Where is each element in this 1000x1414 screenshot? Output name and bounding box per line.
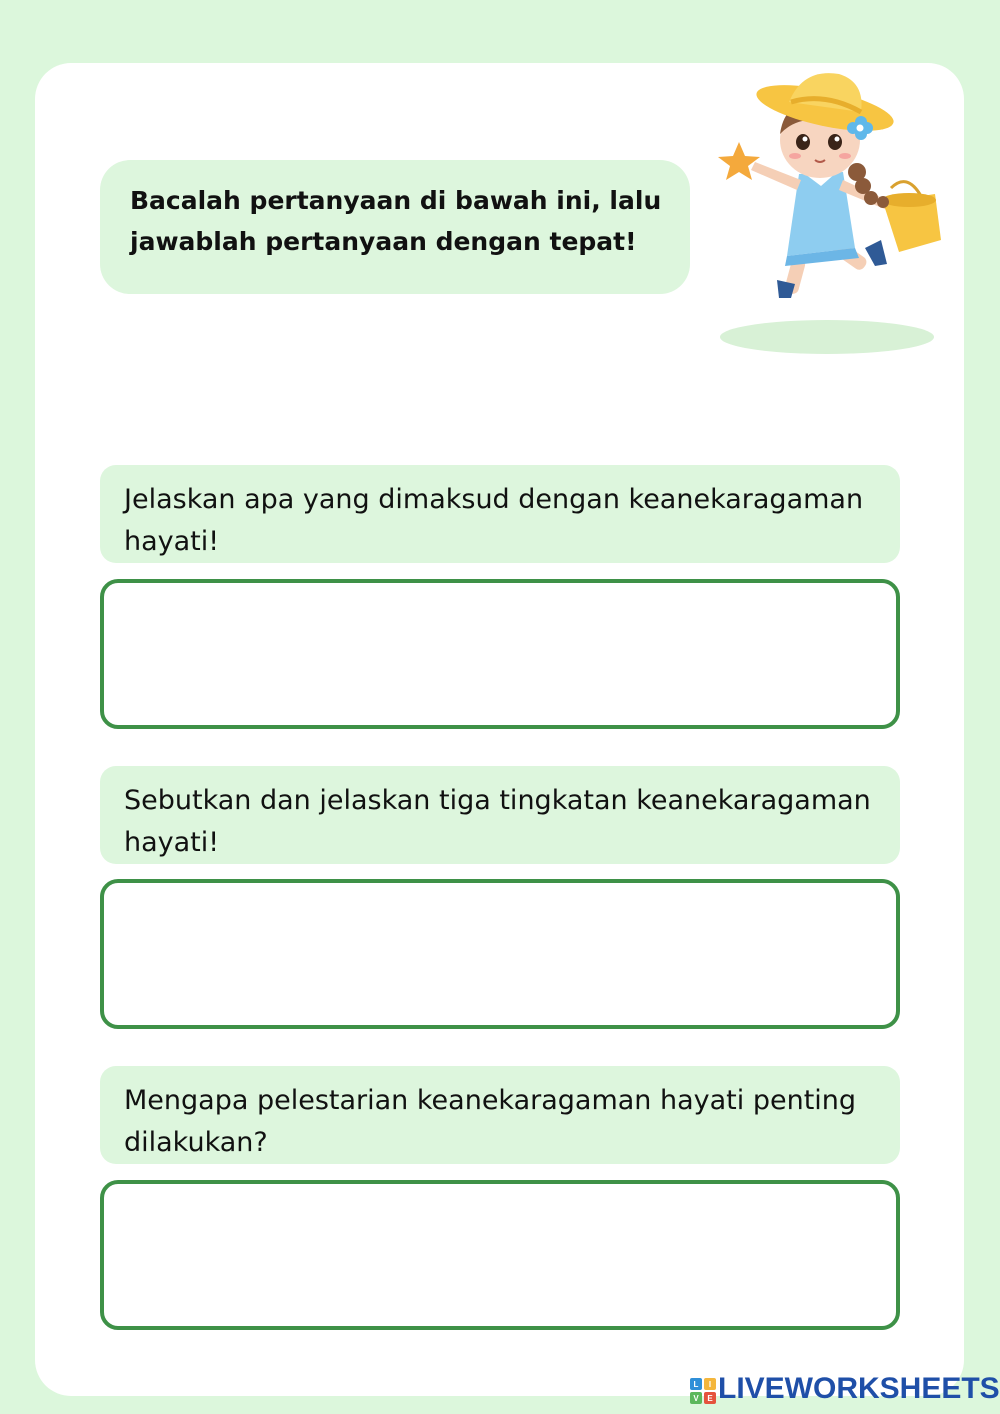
svg-text:E: E <box>707 1394 713 1403</box>
girl-illustration <box>715 62 945 362</box>
question-2 <box>100 766 900 864</box>
question-2-text: Sebutkan dan jelaskan tiga tingkatan keanekaragaman hayati! <box>124 785 871 858</box>
instruction-bubble <box>100 160 690 294</box>
liveworksheets-logo-icon <box>690 1378 716 1404</box>
svg-text:V: V <box>693 1394 699 1403</box>
question-3 <box>100 1066 900 1164</box>
answer-box-1[interactable] <box>100 579 900 729</box>
question-3-text: Mengapa pelestarian keanekaragaman hayati penting dilakukan? <box>124 1085 857 1158</box>
liveworksheets-brand <box>690 1372 1000 1406</box>
instruction-text: Bacalah pertanyaan di bawah ini, lalu jawablah pertanyaan dengan tepat! <box>130 186 662 256</box>
answer-box-2[interactable] <box>100 879 900 1029</box>
answer-box-3[interactable] <box>100 1180 900 1330</box>
question-1 <box>100 465 900 563</box>
question-1-text: Jelaskan apa yang dimaksud dengan keanekaragaman hayati! <box>124 484 864 557</box>
svg-text:L: L <box>693 1380 699 1389</box>
brand-name: LIVEWORKSHEETS <box>718 1372 1000 1405</box>
svg-text:I: I <box>708 1380 712 1389</box>
